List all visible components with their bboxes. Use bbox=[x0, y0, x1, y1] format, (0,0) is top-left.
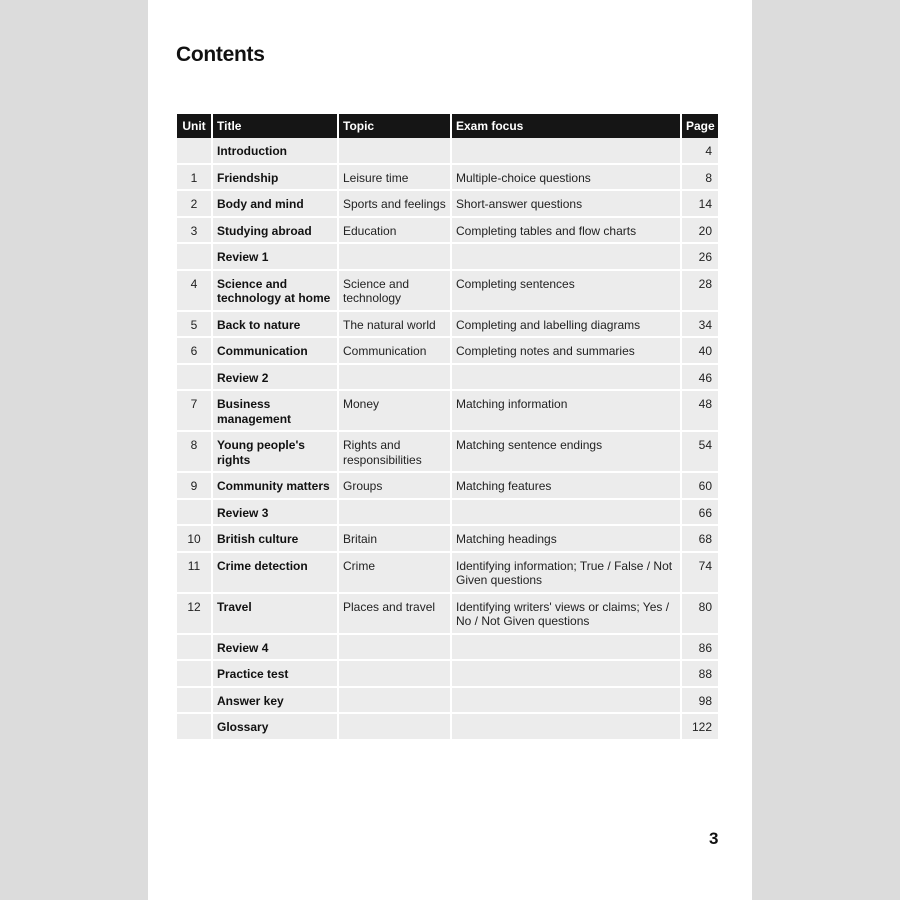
topic-cell bbox=[339, 500, 452, 527]
topic-cell: Crime bbox=[339, 553, 452, 594]
table-row bbox=[177, 432, 718, 473]
unit-cell bbox=[177, 661, 213, 688]
table-row bbox=[177, 526, 718, 553]
header-row bbox=[177, 114, 718, 138]
exam-focus-cell: Completing and labelling diagrams bbox=[452, 312, 682, 339]
table-row bbox=[177, 271, 718, 312]
page-cell: 98 bbox=[682, 688, 718, 715]
document-page bbox=[148, 0, 752, 900]
exam-focus-cell: Completing sentences bbox=[452, 271, 682, 312]
table-row bbox=[177, 473, 718, 500]
table-row bbox=[177, 714, 718, 741]
unit-cell: 3 bbox=[177, 218, 213, 245]
exam-focus-cell: Identifying writers' views or claims; Yes / No / Not Given questions bbox=[452, 594, 682, 635]
unit-cell bbox=[177, 635, 213, 662]
exam-focus-cell: Completing notes and summaries bbox=[452, 338, 682, 365]
unit-cell: 9 bbox=[177, 473, 213, 500]
table-row bbox=[177, 244, 718, 271]
unit-cell: 2 bbox=[177, 191, 213, 218]
topic-cell: Places and travel bbox=[339, 594, 452, 635]
title-cell: Body and mind bbox=[213, 191, 339, 218]
table-row bbox=[177, 594, 718, 635]
page-cell: 26 bbox=[682, 244, 718, 271]
title-cell: Science and technology at home bbox=[213, 271, 339, 312]
page-cell: 80 bbox=[682, 594, 718, 635]
title-cell: Introduction bbox=[213, 138, 339, 165]
title-cell: Glossary bbox=[213, 714, 339, 741]
title-cell: Crime detection bbox=[213, 553, 339, 594]
title-cell: Answer key bbox=[213, 688, 339, 715]
page-cell: 66 bbox=[682, 500, 718, 527]
title-cell: Practice test bbox=[213, 661, 339, 688]
topic-cell bbox=[339, 661, 452, 688]
title-cell: Back to nature bbox=[213, 312, 339, 339]
exam-focus-cell bbox=[452, 365, 682, 392]
topic-cell bbox=[339, 714, 452, 741]
table-row bbox=[177, 165, 718, 192]
exam-focus-cell: Multiple-choice questions bbox=[452, 165, 682, 192]
exam-focus-cell bbox=[452, 714, 682, 741]
unit-cell: 6 bbox=[177, 338, 213, 365]
unit-cell bbox=[177, 500, 213, 527]
unit-cell: 1 bbox=[177, 165, 213, 192]
page-cell: 86 bbox=[682, 635, 718, 662]
topic-cell: The natural world bbox=[339, 312, 452, 339]
exam-focus-cell: Matching features bbox=[452, 473, 682, 500]
table-row bbox=[177, 312, 718, 339]
topic-cell bbox=[339, 138, 452, 165]
exam-focus-cell: Completing tables and flow charts bbox=[452, 218, 682, 245]
page-cell: 28 bbox=[682, 271, 718, 312]
topic-cell: Education bbox=[339, 218, 452, 245]
unit-cell: 5 bbox=[177, 312, 213, 339]
topic-cell: Leisure time bbox=[339, 165, 452, 192]
exam-focus-cell bbox=[452, 635, 682, 662]
title-cell: Community matters bbox=[213, 473, 339, 500]
topic-cell bbox=[339, 635, 452, 662]
table-row bbox=[177, 661, 718, 688]
title-cell: Business management bbox=[213, 391, 339, 432]
page-cell: 34 bbox=[682, 312, 718, 339]
title-cell: Review 3 bbox=[213, 500, 339, 527]
page-cell: 14 bbox=[682, 191, 718, 218]
title-cell: Studying abroad bbox=[213, 218, 339, 245]
page-cell: 54 bbox=[682, 432, 718, 473]
title-cell: Review 4 bbox=[213, 635, 339, 662]
title-cell: British culture bbox=[213, 526, 339, 553]
topic-cell: Sports and feelings bbox=[339, 191, 452, 218]
header-unit: Unit bbox=[177, 114, 213, 138]
header-exam-focus: Exam focus bbox=[452, 114, 682, 138]
topic-cell: Science and technology bbox=[339, 271, 452, 312]
title-cell: Review 2 bbox=[213, 365, 339, 392]
page-title: Contents bbox=[176, 43, 265, 66]
unit-cell bbox=[177, 688, 213, 715]
unit-cell: 8 bbox=[177, 432, 213, 473]
unit-cell: 12 bbox=[177, 594, 213, 635]
title-cell: Travel bbox=[213, 594, 339, 635]
exam-focus-cell: Identifying information; True / False / Not Given questions bbox=[452, 553, 682, 594]
table-row bbox=[177, 365, 718, 392]
page-number: 3 bbox=[709, 829, 719, 848]
exam-focus-cell: Matching sentence endings bbox=[452, 432, 682, 473]
exam-focus-cell: Matching headings bbox=[452, 526, 682, 553]
table-row bbox=[177, 635, 718, 662]
unit-cell: 7 bbox=[177, 391, 213, 432]
topic-cell: Money bbox=[339, 391, 452, 432]
title-cell: Young people's rights bbox=[213, 432, 339, 473]
contents-table bbox=[177, 114, 718, 741]
unit-cell: 11 bbox=[177, 553, 213, 594]
exam-focus-cell bbox=[452, 138, 682, 165]
exam-focus-cell: Matching information bbox=[452, 391, 682, 432]
page-cell: 48 bbox=[682, 391, 718, 432]
page-cell: 46 bbox=[682, 365, 718, 392]
exam-focus-cell bbox=[452, 244, 682, 271]
topic-cell: Rights and responsibilities bbox=[339, 432, 452, 473]
table-row bbox=[177, 391, 718, 432]
unit-cell bbox=[177, 714, 213, 741]
table-row bbox=[177, 191, 718, 218]
page-cell: 40 bbox=[682, 338, 718, 365]
title-cell: Communication bbox=[213, 338, 339, 365]
header-page: Page bbox=[682, 114, 718, 138]
table-row bbox=[177, 500, 718, 527]
page-cell: 122 bbox=[682, 714, 718, 741]
topic-cell bbox=[339, 365, 452, 392]
unit-cell bbox=[177, 244, 213, 271]
page-cell: 88 bbox=[682, 661, 718, 688]
topic-cell: Britain bbox=[339, 526, 452, 553]
topic-cell bbox=[339, 688, 452, 715]
exam-focus-cell bbox=[452, 500, 682, 527]
unit-cell bbox=[177, 138, 213, 165]
topic-cell bbox=[339, 244, 452, 271]
header-topic: Topic bbox=[339, 114, 452, 138]
page-cell: 74 bbox=[682, 553, 718, 594]
unit-cell: 10 bbox=[177, 526, 213, 553]
unit-cell: 4 bbox=[177, 271, 213, 312]
table-row bbox=[177, 688, 718, 715]
title-cell: Friendship bbox=[213, 165, 339, 192]
table-row bbox=[177, 338, 718, 365]
exam-focus-cell bbox=[452, 688, 682, 715]
exam-focus-cell: Short-answer questions bbox=[452, 191, 682, 218]
unit-cell bbox=[177, 365, 213, 392]
table-row bbox=[177, 138, 718, 165]
page-cell: 8 bbox=[682, 165, 718, 192]
table-row bbox=[177, 218, 718, 245]
page-cell: 60 bbox=[682, 473, 718, 500]
page-cell: 68 bbox=[682, 526, 718, 553]
page-cell: 20 bbox=[682, 218, 718, 245]
topic-cell: Communication bbox=[339, 338, 452, 365]
topic-cell: Groups bbox=[339, 473, 452, 500]
header-title: Title bbox=[213, 114, 339, 138]
table-row bbox=[177, 553, 718, 594]
exam-focus-cell bbox=[452, 661, 682, 688]
page-cell: 4 bbox=[682, 138, 718, 165]
title-cell: Review 1 bbox=[213, 244, 339, 271]
